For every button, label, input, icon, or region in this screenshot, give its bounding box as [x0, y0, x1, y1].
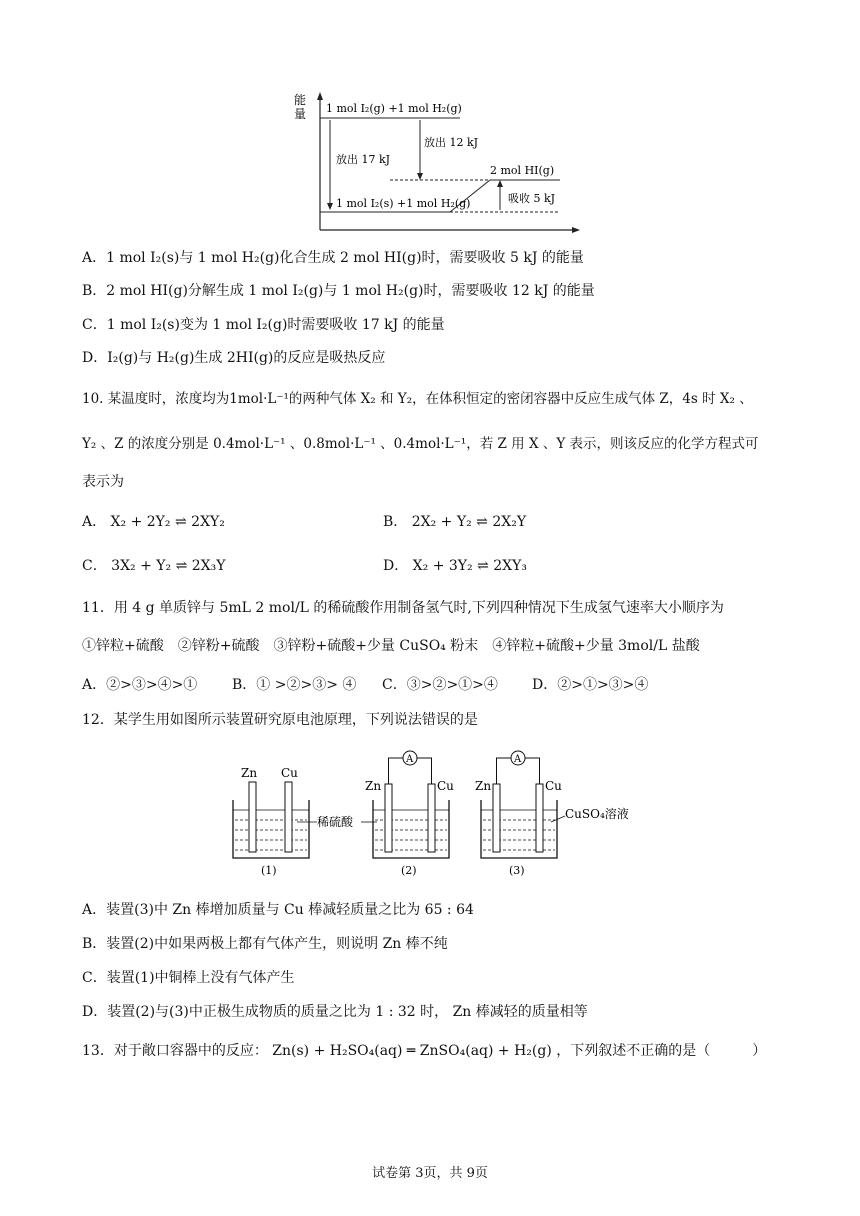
release-12-label: 放出 12 kJ [424, 136, 479, 149]
beaker-3 [475, 751, 562, 877]
dilute-acid-label: 稀硫酸 [317, 815, 354, 829]
ammeter-3-label: A [514, 754, 522, 765]
y-axis-label-1: 能 [294, 93, 307, 107]
q12-stem: 12．某学生用如图所示装置研究原电池原理，下列说法错误的是 [82, 712, 478, 728]
q13-stem: 13．对于敞口容器中的反应： Zn(s) + H₂SO₄(aq) ═ ZnSO₄(aq) + H₂(g) ，下列叙述不正确的是（ ） [82, 1043, 767, 1059]
beaker-1-cu-label: Cu [281, 766, 298, 780]
q11-option-d: D．②>①>③>④ [532, 677, 649, 693]
figure-label-2: (2) [401, 864, 417, 877]
figure-label-3: (3) [509, 864, 525, 877]
q12-option-a: A．装置(3)中 Zn 棒增加质量与 Cu 棒减轻质量之比为 65 : 64 [82, 902, 474, 918]
ammeter-2-label: A [406, 754, 414, 765]
absorb-5-label: 吸收 5 kJ [508, 192, 556, 205]
q10-option-a: A． X₂ + 2Y₂ ⇌ 2XY₂ [82, 514, 225, 530]
q10-stem-line3: 表示为 [82, 474, 124, 490]
q9-option-c: C．1 mol I₂(s)变为 1 mol I₂(g)时需要吸收 17 kJ 的能量 [82, 317, 445, 333]
q9-option-a: A．1 mol I₂(s)与 1 mol H₂(g)化合生成 2 mol HI(g)时，需要吸收 5 kJ 的能量 [82, 250, 584, 266]
beaker-2 [365, 751, 454, 877]
beaker-3-cu-label: Cu [545, 779, 562, 793]
page-footer: 试卷第 3页，共 9页 [372, 1166, 488, 1181]
galvanic-cell-figure [225, 740, 645, 880]
q10-stem-line1: 10. 某温度时，浓度均为1mol·L⁻¹的两种气体 X₂ 和 Y₂，在体积恒定的密闭容器中反应生成气体 Z，4s 时 X₂ 、 [82, 391, 753, 407]
y-axis-label-2: 量 [294, 107, 307, 121]
figure-label-1: (1) [261, 864, 277, 877]
beaker-3-zn-label: Zn [475, 779, 492, 793]
q10-option-b: B． 2X₂ + Y₂ ⇌ 2X₂Y [383, 514, 527, 530]
top-level-label: 1 mol I₂(g) +1 mol H₂(g) [326, 102, 462, 115]
q10-stem-line2: Y₂ 、Z 的浓度分别是 0.4mol·L⁻¹ 、0.8mol·L⁻¹ 、0.4mol·L⁻¹，若 Z 用 X 、Y 表示，则该反应的化学方程式可 [82, 436, 759, 452]
q9-option-d: D．I₂(g)与 H₂(g)生成 2HI(g)的反应是吸热反应 [82, 350, 386, 366]
q11-stem-line2: ①锌粒+硫酸 ②锌粉+硫酸 ③锌粉+硫酸+少量 CuSO₄ 粉末 ④锌粒+硫酸+少量 3mol/L 盐酸 [82, 638, 700, 654]
galvanic-cell-svg [225, 740, 645, 880]
beaker-1 [233, 766, 309, 877]
q11-stem-line1: 11．用 4 g 单质锌与 5mL 2 mol/L 的稀硫酸作用制备氢气时,下列四种情况下生成氢气速率大小顺序为 [82, 600, 724, 616]
energy-diagram-svg [290, 88, 580, 238]
energy-diagram [290, 88, 580, 238]
q12-option-b: B．装置(2)中如果两极上都有气体产生，则说明 Zn 棒不纯 [82, 936, 448, 952]
q9-option-b: B．2 mol HI(g)分解生成 1 mol I₂(g)与 1 mol H₂(g)时，需要吸收 12 kJ 的能量 [82, 283, 595, 299]
q11-option-b: B．① >②>③> ④ [232, 677, 357, 693]
q10-option-c: C． 3X₂ + Y₂ ⇌ 2X₃Y [82, 558, 226, 574]
q12-option-c: C．装置(1)中铜棒上没有气体产生 [82, 970, 295, 986]
q11-option-c: C．③>②>①>④ [382, 677, 498, 693]
beaker-2-zn-label: Zn [365, 779, 382, 793]
bottom-level-label: 1 mol I₂(s) +1 mol H₂(g) [336, 197, 471, 210]
beaker-2-cu-label: Cu [437, 779, 454, 793]
cuso4-solution-label: CuSO₄溶液 [565, 807, 629, 821]
q11-option-a: A．②>③>④>① [82, 677, 198, 693]
beaker-1-zn-label: Zn [241, 766, 258, 780]
hi-level-label: 2 mol HI(g) [490, 164, 555, 177]
q12-option-d: D．装置(2)与(3)中正极生成物质的质量之比为 1 : 32 时， Zn 棒减轻的质量相等 [82, 1004, 588, 1020]
q10-option-d: D． X₂ + 3Y₂ ⇌ 2XY₃ [383, 558, 528, 574]
release-17-label: 放出 17 kJ [336, 153, 391, 166]
